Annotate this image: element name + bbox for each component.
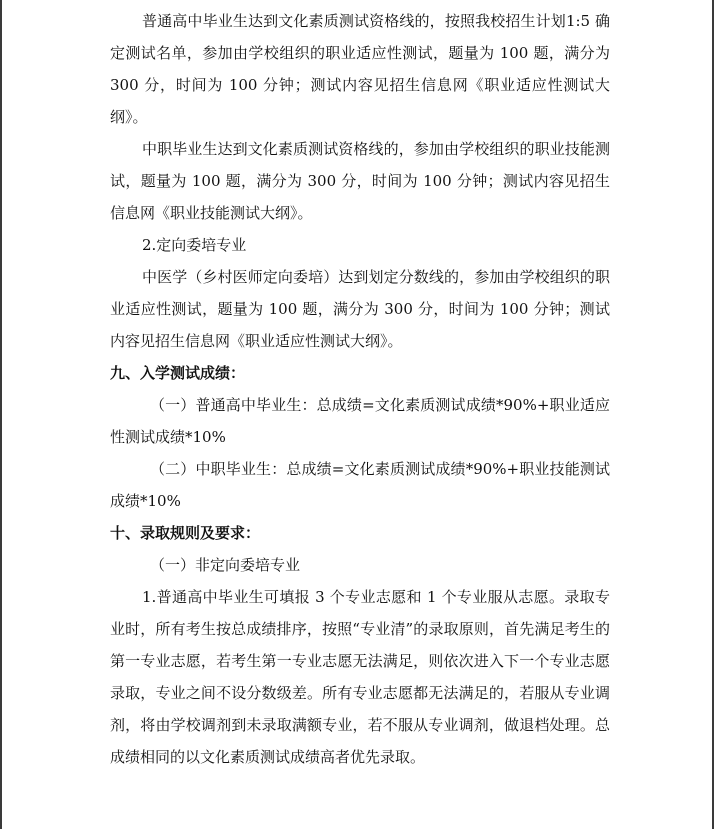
section-10-subheading: （一）非定向委培专业 [150, 556, 301, 574]
paragraph-directed-training-title: 2.定向委培专业 [142, 236, 247, 254]
section-9-item-vocational: （二）中职毕业生：总成绩=文化素质测试成绩*90%+职业技能测试成绩*10% [110, 460, 610, 510]
paragraph-general-high-school-test: 普通高中毕业生达到文化素质测试资格线的，按照我校招生计划1:5 确定测试名单，参加由学校组织的职业适应性测试，题量为 100 题，满分为 300 分，时间为 100 分钟；测试内容见招生信息网《职业适应性测试大纲》。 [110, 12, 610, 126]
section-10-heading: 十、录取规则及要求： [110, 524, 261, 542]
section-9-heading: 九、入学测试成绩： [110, 364, 246, 382]
page-left-border [0, 0, 2, 829]
document-body [110, 5, 610, 773]
section-9-item-high-school: （一）普通高中毕业生：总成绩=文化素质测试成绩*90%+职业适应性测试成绩*10% [110, 396, 610, 446]
paragraph-tcm-test: 中医学（乡村医师定向委培）达到划定分数线的，参加由学校组织的职业适应性测试，题量为 100 题，满分为 300 分，时间为 100 分钟；测试内容见招生信息网《职业适应性测试大纲》。 [110, 268, 610, 350]
paragraph-vocational-test: 中职毕业生达到文化素质测试资格线的，参加由学校组织的职业技能测试，题量为 100 题，满分为 300 分，时间为 100 分钟；测试内容见招生信息网《职业技能测试大纲》。 [110, 140, 610, 222]
section-10-body: 1.普通高中毕业生可填报 3 个专业志愿和 1 个专业服从志愿。录取专业时，所有考生按总成绩排序，按照“专业清”的录取原则，首先满足考生的第一专业志愿，若考生第一专业志愿无法满足，则依次进入下一个专业志愿录取，专业之间不设分数级差。所有专业志愿都无法满足的，若服从专业调剂，将由学校调剂到未录取满额专业，若不服从专业调剂，做退档处理。总成绩相同的以文化素质测试成绩高者优先录取。 [110, 588, 610, 766]
